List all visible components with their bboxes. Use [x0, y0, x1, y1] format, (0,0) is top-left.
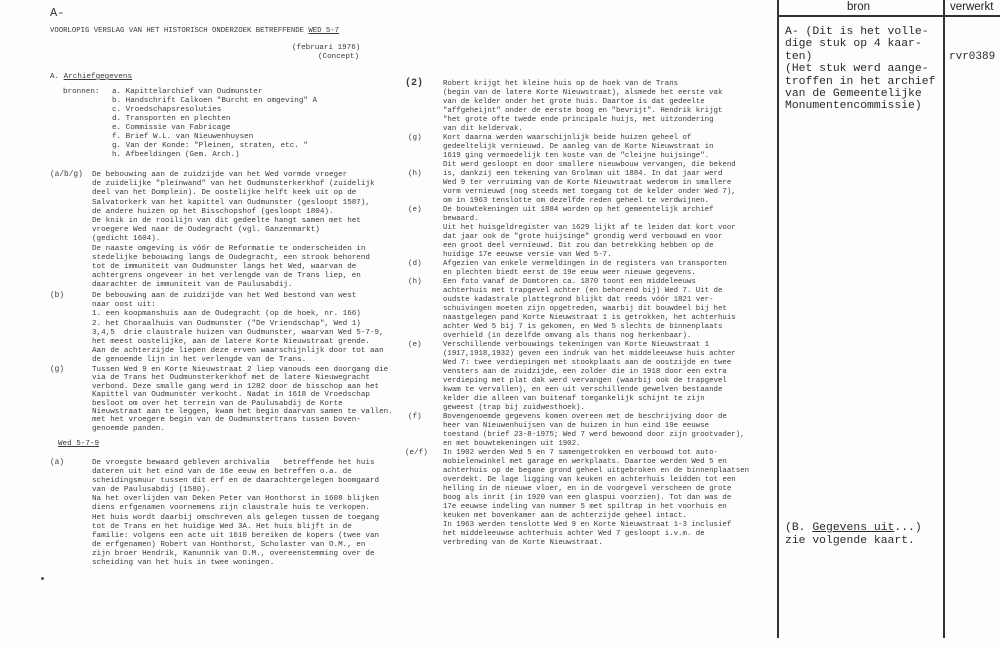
paragraph-marker: (a/b/g)	[50, 171, 83, 179]
paragraph-e	[405, 341, 775, 413]
source-note: A- (Dit is het volle- dige stuk op 4 kaar- ten) (Het stuk werd aange- troffen in het archief van de Gemeentelijke Monumentencommissie)	[785, 26, 936, 113]
paragraph-marker: (h)	[408, 278, 422, 286]
section-number: A.	[50, 73, 64, 81]
paragraph-text: In 1902 werden Wed 5 en 7 samengetrokken en verbouwd tot auto- mobielenwinkel met garage en werkplaats. Daartoe werden Wed 5 en achterhuis op de begane grond geheel uitgebroken en de binnenplaatsen overdekt. De lage ligging van keuken en achterhuis leidden tot een helling in de nieuwe vloer, en in de voorgevel verscheen de grote boog als inrit (in 1920 van een glaspui voorzien). Tot dan was de 17e eeuwse indeling van nummer 5 met spiltrap in het voorhuis en keuken met bovenkamer aan de achterzijde geheel intact. In 1963 werden tenslotte Wed 9 en Korte Nieuwstraat 1-3 inclusief het middeleeuwse achterhuis achter Wed 7 gesloopt i.v.m. de verbreding van de Korte Nieuwstraat.	[443, 449, 750, 547]
paragraph-text: Robert krijgt het kleine huis op de hoek van de Trans (begin van de latere Korte Nieuwstraat), alsmede het eerste vak van de kelder onder het grote huis. Daartoe is dat gedeelte "affgeheijnt" onder de eerste boog en "bevrijt". Hendrik krijgt "het grote ofte twede ende principale huijs, met uitzondering van dit keldervak.	[443, 80, 723, 133]
processed-value: rvr0389	[949, 51, 996, 63]
document-status: (Concept)	[318, 53, 360, 61]
paragraph-text: Verschillende verbouwings tekeningen van Korte Nieuwstraat 1 (1917,1918,1932) geven een indruk van het middeleeuwse huis achter Wed 7: twee verdiepingen met stookplaats aan de oostzijde en twee vensters aan de zuidzijde, een zolder die in 1918 door een extra verdieping met plat dak werd vervangen (waarbij ook de trapgevel kwam te vervallen), en een uit verschillende gewelven bestaande kelder die alleen van buitenaf toegankelijk schijnt te zijn geweest (trap bij zuidwesthoek).	[443, 341, 736, 412]
continuation-title: Gegevens uit	[812, 522, 895, 534]
paragraph-marker: (e/f)	[405, 449, 428, 457]
paragraph-marker: (g)	[408, 134, 422, 142]
paragraph-marker: (f)	[408, 413, 422, 421]
table-border-left	[777, 0, 779, 638]
continuation-prefix: (B.	[785, 522, 813, 534]
paragraph-text: is, dankzij een tekening van Grolman uit 1884. In dat jaar werd Wed 9 ter verruiming van de Korte Nieuwstraat wederom in smallere vorm vernieuwd (nog steeds met toegang tot de kelder onder Wed 7), om in 1963 tenslotte om dezelfde reden geheel te verdwijnen.	[443, 170, 736, 205]
title-text: VOORLOPIG VERSLAG VAN HET HISTORISCH ONDERZOEK BETREFFENDE	[50, 27, 309, 35]
continuation-heading	[785, 522, 922, 534]
table-column-divider	[943, 0, 945, 638]
section-title: Archiefgegevens	[63, 73, 133, 81]
section-heading	[50, 73, 132, 82]
table-header-divider	[777, 15, 1000, 17]
paragraph-marker: (g)	[50, 366, 65, 374]
paragraph-g	[405, 134, 775, 170]
paragraph-marker: (e)	[408, 206, 422, 214]
document-date: (februari 1976)	[292, 44, 361, 52]
subheading-wed-5-7-9: Wed 5-7-9	[58, 440, 100, 448]
paragraph-text: Kort daarna werden waarschijnlijk beide huizen geheel of gedeeltelijk vernieuwd. De aanleg van de Korte Nieuwstraat in 1619 ging vermoedelijk ten koste van de "cleijne huijsinge". Dit werd gesloopt en door smallere nieuwbouw vervangen, die bekend	[443, 134, 736, 169]
paragraph-text: Een foto vanaf de Domtoren ca. 1870 toont een middeleeuws achterhuis met trapgevel achter (en behorend bij) Wed 7. Uit de oudste kadastrale plattegrond blijkt dat reeds vóór 1821 ver- schuivingen moeten zijn opgetreden, waarbij dit bouwdeel bij het naastgelegen pand Korte Nieuwstraat 1 is getrokken, het achterhuis achter Wed 5 bij 7 is gekomen, en Wed 5 slechts de binnenplaats overhield (in dezelfde omvang als thans nog herkenbaar).	[443, 278, 736, 340]
paragraph-text: Afgezien van enkele vermeldingen in de registers van transporten en plechten biedt eerst de 19e eeuw weer nieuwe gegevens.	[443, 260, 727, 277]
paragraph-marker: (b)	[50, 292, 65, 300]
sources-list: a. Kapittelarchief van Oudmunster b. Handschrift Calkoen "Burcht en omgeving" A c. Vroedschapsresoluties d. Transporten en plechten e. Commissie van Fabricage f. Brief W.L. van Nieuwenhuysen g. Van der Konde: "Pleinen, straten, etc. " h. Afbeeldingen (Gem. Arch.)	[112, 88, 318, 159]
continuation-note: zie volgende kaart.	[785, 535, 915, 547]
paragraph-h	[405, 170, 775, 206]
bullet-dot	[41, 577, 44, 580]
header-source: bron	[847, 1, 871, 13]
document-title	[50, 27, 339, 35]
paragraph-e	[405, 206, 775, 260]
header-processed: verwerkt	[950, 1, 994, 13]
paragraph-marker: (h)	[408, 170, 422, 178]
paragraph-text: De bebouwing aan de zuidzijde van het Wed vormde vroeger de zuidelijke "pleinwand" van het Oudmunsterkerkhof (zuidelijk deel van het Domplein). De oostelijke helft keek uit op de Salvatorkerk van het kapittel van Oudmunster (gesloopt 1587), de andere huizen op het Bisschopshof (gesloopt 1804). De knik in de rooilijn van dit gedeelte hangt samen met het vroegere Wed naar de Oudegracht (vgl. Ganzenmarkt) (gedicht 1604). De naaste omgeving is vóór de Reformatie te onderscheiden in stedelijke bebouwing langs de Oudegracht, een strook behorend tot de immuniteit van Oudmunster langs het Wed, waarvan de achtergrens ongeveer in het verlengde van de Trans liep, en daarachter de immuniteit van de Paulusabdij.	[92, 171, 375, 290]
paragraph-text: Bovengenoemde gegevens komen overeen met de beschrijving door de heer van Nieuwenhuijsen van de huizen in hun eind 19e eeuwse toestand (brief 23-8-1975; Wed 7 werd bewoond door zijn grootvader), en met bouwtekeningen uit 1902.	[443, 413, 745, 448]
paragraph-e-f	[405, 449, 775, 548]
paragraph-d	[405, 260, 775, 278]
paragraph-f	[405, 413, 775, 449]
paragraph-text: De bebouwing aan de zuidzijde van het Wed bestond van west naar oost uit: 1. een koopmanshuis aan de Oudegracht (op de hoek, nr. 166) 2. het Choraalhuis van Oudmunster ("De Vriendschap", Wed 1) 3,4,5 drie claustrale huizen van Oudmunster, waarvan Wed 5-7-9, het meest oostelijke, aan de latere Korte Nieuwstraat grende. Aan de achterzijde liepen deze erven waarschijnlijk door tot aan de genoemde lijn in het verlengde van de Trans.	[92, 292, 384, 365]
source-table	[777, 0, 1000, 638]
sources-label: bronnen:	[63, 88, 100, 96]
paragraph-text: De bouwtekeningen uit 1884 worden op het gemeentelijk archief bewaard. Uit het huisgeldregister van 1629 lijkt af te leiden dat kort voor dat jaar ook de "grote huijsinge" grondig werd verbouwd en voor een groot deel vernieuwd. Dit zou dan betrekking hebben op de huidige 17e eeuwse versie van Wed 5-7.	[443, 206, 736, 259]
card-marker: A-	[50, 6, 65, 20]
paragraph-marker: (a)	[50, 459, 65, 467]
paragraph-marker: (e)	[408, 341, 422, 349]
paragraph-h	[405, 278, 775, 341]
paragraph-2	[405, 80, 775, 134]
paragraph-text: De vroegste bewaard gebleven archivalia betreffende het huis dateren uit het eind van de 16e eeuw en betreffen o.a. de scheidingsmuur tussen dit erf en de daarachtergelegen boomgaard van de Paulusabdij (1580). Na het overlijden van Deken Peter van Honthorst in 1608 blijken diens erfgenamen voornemens zijn claustrale huis te verkopen. Het huis wordt daarbij omschreven als gelegen tussen de toegang tot de Trans en het huidige Wed 3A. Het huis blijft in de familie: volgens een acte uit 1610 bereiken de kopers (twee van de erfgenamen) Robert van Honthorst, Scholaster van O.M., en zijn broer Hendrik, Kanunnik van O.M., overeenstemming over de scheiding van het huis in twee woningen.	[92, 459, 380, 568]
right-column	[405, 80, 775, 548]
paragraph-marker: (d)	[408, 260, 422, 268]
paragraph-text: Tussen Wed 9 en Korte Nieuwstraat 2 liep vanouds een doorgang die via de Trans het Oudmunsterkerkhof met de latere Nieuwegracht verbond. Deze smalle gang werd in 1282 door de bisschop aan het Kapittel van Oudmunster verkocht. Nadat in 1618 de Vroedschap besloot om over het terrein van de Paulusabdij de Korte Nieuwstraat aan te leggen, kwam het begin daarvan samen te vallen. met het vroegere begin van de Oudmunstertrans tussen boven- genoemde panden.	[92, 366, 393, 433]
continuation-suffix: ...)	[894, 522, 922, 534]
title-subject: WED 5-7	[308, 27, 340, 35]
paragraph-marker: (2)	[405, 78, 424, 89]
